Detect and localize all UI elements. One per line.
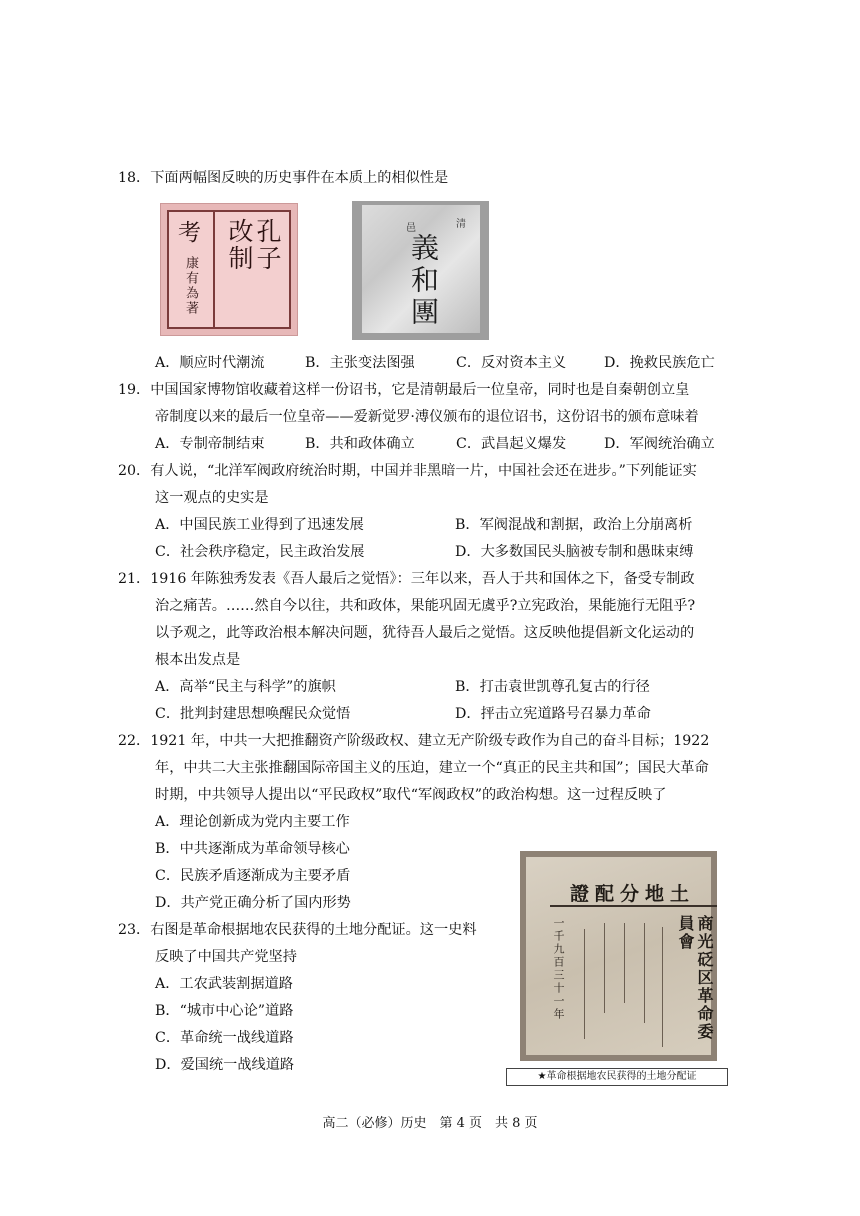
q21-option-b: B．打击袁世凯尊孔复古的行径 [455, 679, 650, 695]
flag-main-text: 義和團 [407, 233, 440, 329]
book-cover-divider [213, 212, 215, 327]
question-22-line-1: 22．1921 年，中共一大把推翻资产阶级政权、建立无产阶级专政作为自己的奋斗目标；1922 [118, 733, 710, 749]
page-footer: 高二（必修）历史 第 4 页 共 8 页 [322, 1116, 538, 1131]
q18-option-a: A．顺应时代潮流 [155, 355, 265, 371]
book-cover-image [160, 203, 298, 336]
question-23-line-2: 反映了中国共产党坚持 [155, 949, 297, 965]
question-22-line-2: 年，中共二大主张推翻国际帝国主义的压迫，建立一个“真正的民主共和国”；国民大革命 [155, 760, 709, 776]
certificate-caption: ★革命根据地农民获得的土地分配证 [506, 1068, 728, 1086]
q23-option-a: A．工农武装割据道路 [155, 976, 293, 992]
question-22-line-3: 时期，中共领导人提出以“平民政权”取代“军阀政权”的政治构想。这一过程反映了 [155, 787, 667, 803]
certificate-handwriting-col-1 [584, 929, 585, 1039]
question-20-line-1: 20．有人说，“北洋军阀政府统治时期，中国并非黑暗一片，中国社会还在进步。”下列能证实 [118, 463, 697, 479]
q18-option-d: D．挽救民族危亡 [604, 355, 715, 371]
book-title-side: 考 [174, 220, 200, 245]
certificate-handwriting-col-3 [624, 923, 625, 1003]
q18-option-c: C．反对资本主义 [456, 355, 567, 371]
q20-option-b: B．军阀混战和割据，政治上分崩离析 [455, 517, 693, 533]
q20-option-d: D．大多数国民头脑被专制和愚昧束缚 [455, 544, 694, 560]
q21-option-c: C．批判封建思想唤醒民众觉悟 [155, 706, 351, 722]
q22-option-b: B．中共逐渐成为革命领导核心 [155, 841, 350, 857]
question-21-line-2: 治之痛苦。……然自今以往，共和政体，果能巩固无虞乎?立宪政治，果能施行无阻乎? [155, 598, 696, 614]
q19-option-d: D．军阀统治确立 [604, 436, 715, 452]
q20-option-a: A．中国民族工业得到了迅速发展 [155, 517, 364, 533]
q21-option-a: A．高举“民主与科学”的旗帜 [155, 679, 336, 695]
q20-option-c: C．社会秩序稳定，民主政治发展 [155, 544, 365, 560]
question-18-stem: 18．下面两幅图反映的历史事件在本质上的相似性是 [118, 170, 449, 186]
certificate-paper [526, 857, 714, 1055]
q23-option-b: B．“城市中心论”道路 [155, 1003, 294, 1019]
book-title-col1: 孔子 [253, 218, 282, 272]
flag-small-char-1: 清 [456, 219, 466, 230]
question-19-line-2: 帝制度以来的最后一位皇帝——爱新觉罗·溥仪颁布的退位诏书，这份诏书的颁布意味着 [155, 409, 699, 425]
certificate-handwriting-col-2 [604, 923, 605, 1013]
book-title-col2: 改制 [225, 218, 254, 272]
q19-option-b: B．共和政体确立 [305, 436, 415, 452]
q23-option-c: C．革命统一战线道路 [155, 1030, 294, 1046]
book-cover-frame [167, 210, 291, 329]
question-23-line-1: 23．右图是革命根据地农民获得的土地分配证。这一史料 [118, 922, 477, 938]
question-21-line-4: 根本出发点是 [155, 652, 241, 668]
flag-cloth [362, 205, 480, 333]
certificate-date: 一千九百三十一年 [552, 917, 565, 1021]
question-21-line-3: 以予观之，此等政治根本解决问题，犹待吾人最后之觉悟。这反映他提倡新文化运动的 [155, 625, 695, 641]
q22-option-d: D．共产党正确分析了国内形势 [155, 895, 351, 911]
question-19-line-1: 19．中国国家博物馆收藏着这样一份诏书，它是清朝最后一位皇帝，同时也是自秦朝创立皇 [118, 382, 690, 398]
q22-option-c: C．民族矛盾逐渐成为主要矛盾 [155, 868, 351, 884]
q18-option-b: B．主张变法图强 [305, 355, 415, 371]
certificate-title: 土地分配證 [569, 883, 695, 905]
certificate-handwriting-col-4 [644, 923, 645, 1023]
land-certificate-image [520, 851, 717, 1061]
boxer-flag-image [352, 201, 489, 340]
flag-small-char-2: 邑 [406, 223, 416, 234]
q21-option-d: D．抨击立宪道路号召暴力革命 [455, 706, 651, 722]
certificate-title-rule [550, 905, 717, 907]
q23-option-d: D．爱国统一战线道路 [155, 1057, 295, 1073]
certificate-issuer: 商光砭区革命委員會 [676, 915, 714, 1041]
question-20-line-2: 这一观点的史实是 [155, 490, 269, 506]
q22-option-a: A．理论创新成为党内主要工作 [155, 814, 350, 830]
book-author: 康有為著 [183, 256, 198, 316]
q19-option-c: C．武昌起义爆发 [456, 436, 567, 452]
q19-option-a: A．专制帝制结束 [155, 436, 265, 452]
question-21-line-1: 21．1916 年陈独秀发表《吾人最后之觉悟》：三年以来，吾人于共和国体之下，备受专制政 [118, 571, 695, 587]
certificate-handwriting-col-5 [662, 927, 663, 1047]
